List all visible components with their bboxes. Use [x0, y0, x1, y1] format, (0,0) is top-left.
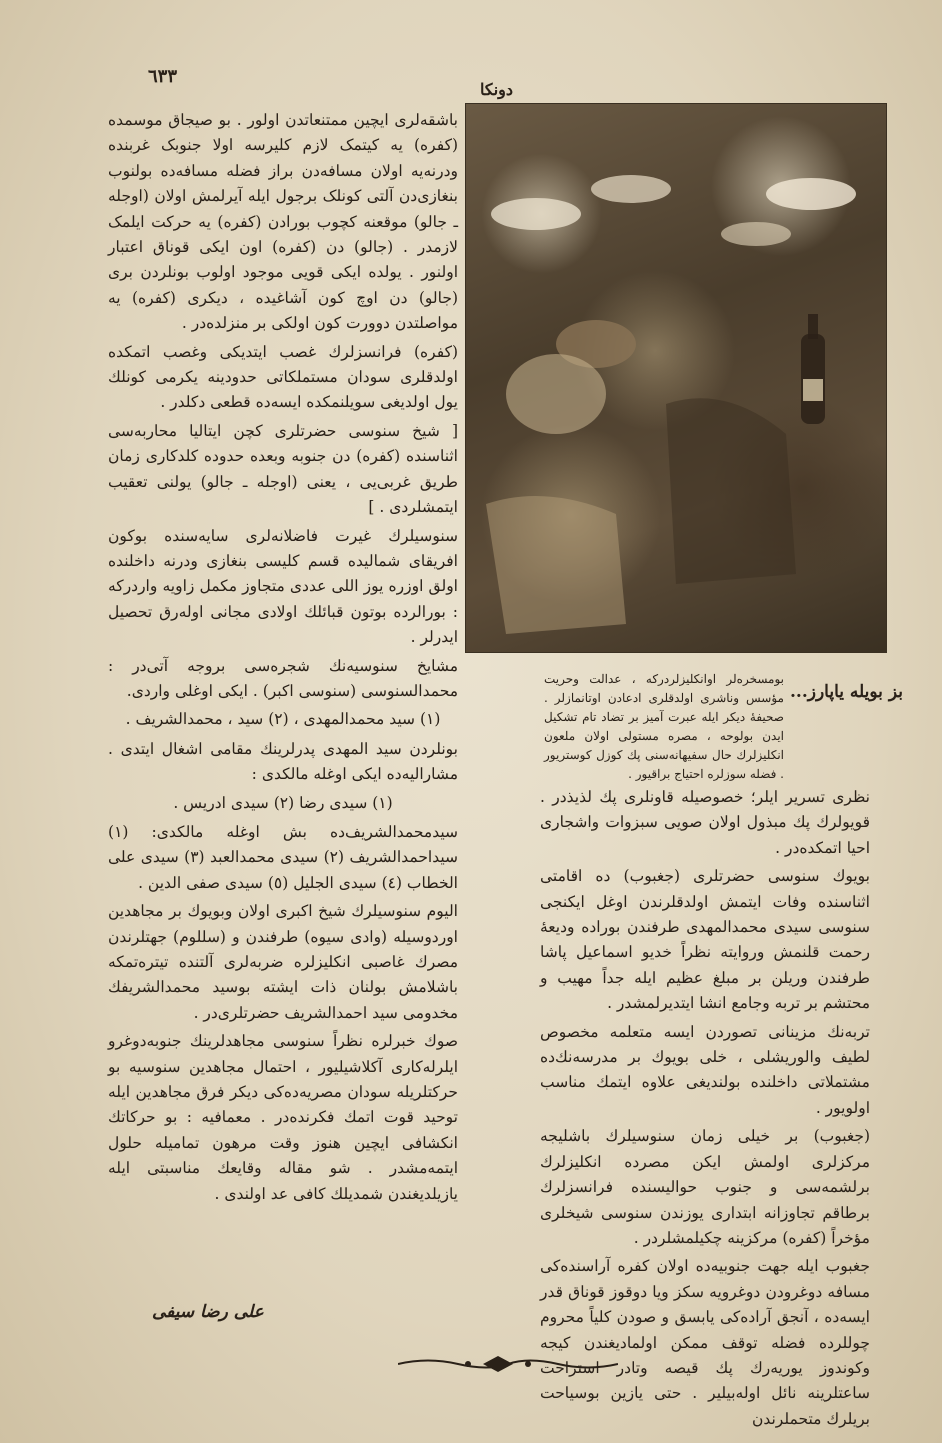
- photo-illustration: [466, 104, 886, 652]
- paragraph: مشایخ سنوسیه‌نك شجره‌سی بروجه آتی‌در : محمدالسنوسی (سنوسی اکبر) . ایکی اوغلی واردی.: [108, 656, 458, 700]
- lineage-line: (١) سیدی رضا (٢) سیدی ادریس .: [173, 793, 393, 812]
- paragraph: باشقه‌لری ایچین ممتنعاتدن اولور . بو صیجاق موسمده (کفره) یه کیتمک لازم کلیرسه اولا جنوبک غربنده ودرنه‌یه اولان مسافه‌دن براز فضله مسافه‌ده بولنوب بنغازی‌دن آلتی کونلک برجول ایله آیرلمش اولان (اوجله ـ جالو) موقعنه کچوب بورادن (کفره) یه حرکت ایلمک لازمدر . (جالو) دن (کفره) اون ایکی قوناق اعتبار اولنور . یولده ایکی قویی موجود اولوب بونلردن بری (جالو) دن اوچ کون آشاغیده ، دیکری (کفره) یه مواصلتدن دوورت کون اولکی بر منزلده‌در .: [108, 111, 458, 333]
- paragraph: جغبوب ایله جهت جنوبیه‌ده اولان کفره آراسنده‌کی مسافه دوغرودن دوغرویه سکز ویا دوقوز قوناق قدر ایسه‌ده ، آنجق آرادەکی یابسق و صودن کلیاً محروم چوللرده فضله توقف ممکن اولمادیغندن کیجه وکوندوز یوریه‌رك پك قیصه وتادر استراحت ساعتلرینه نائل اوله‌بیلیر . حتی یازین بوسیاحت بریلرك متحملرندن: [540, 1257, 870, 1428]
- paragraph: (جغبوب) بر خیلی زمان سنوسیلرك باشلیجه مرکزلری اولمش ایکن مصرده انکلیزلرك برلشمه‌سی و جنوب حوالیسنده فرانسزلرك برطاقم تجاوزانه ابتداری یوزندن سنوسی شیخلری مؤخراً (کفره) مرکزینه چکیلمشلردر .: [540, 1127, 870, 1247]
- caption-title: بز بویله یاپارز...: [790, 682, 903, 702]
- paragraph: بویوك سنوسی حضرتلری (جغبوب) ده اقامتی اثناسنده وفات ایتمش اولدقلرندن اوغل ایکنجی سنوسی سیدی محمدالمهدی طرفندن بوراده ودیعهٔ رحمت قلنمش وروایته نظراً خدیو اسماعیل پاشا طرفندن وریلن بر مبلغ عظیم ایله جداً مهیب و محتشم بر تربه وجامع انشا ایتدیرلمشدر .: [540, 867, 870, 1013]
- caption-text: بومسخره‌لر اوانکلیزلردرکه ، عدالت وحریت مؤسس وناشری اولدقلری ادعادن اوتانمازلر . صحیفهٔ دیکر ایله عبرت آمیز بر تضاد تام تشکیل ایدن بولوحه ، مصره مستولی اولان ملعون انکلیزلرك حال سفیهانه‌سنی پك کوزل کوستریور . فضله سوزلره احتیاج براقیور .: [544, 672, 784, 781]
- right-column: [540, 785, 870, 1435]
- page-number: ٦٣٣: [148, 66, 178, 87]
- paragraph: (کفره) فرانسزلرك غصب ایتدیکی وغصب اتمکده اولدقلری سودان مستملکاتی حدودینه یکرمی کونلك یول اولدیغی سویلنمکده ایسه‌ده قطعی دکلدر .: [108, 342, 458, 412]
- lineage-line: (١) سید محمدالمهدی ، (٢) سید ، محمدالشریف .: [125, 710, 441, 729]
- paragraph: نظری تسریر ایلر؛ خصوصیله قاونلری پك لذیذدر . قویولرك پك مبذول اولان صویی سبزوات واشجاری احیا اتمکده‌در .: [540, 788, 870, 857]
- paragraph: بونلردن سید المهدی پدرلرینك مقامی اشغال ایتدی . مشارالیه‌ده ایکی اوغله مالکدی :: [108, 739, 458, 784]
- author-signature: علی رضا سیفی: [152, 1302, 264, 1322]
- ornament-divider: [398, 1353, 618, 1375]
- photograph: [465, 103, 887, 653]
- paragraph: سیدمحمدالشریف‌ده بش اوغله مالکدی: (١) سیداحمدالشریف (٢) سیدی محمدالعبد (٣) سیدی علی الخطاب (٤) سیدی الجلیل (٥) سیدی صفی الدین .: [108, 822, 459, 892]
- left-column: [108, 108, 458, 1210]
- photo-caption: [544, 670, 784, 784]
- running-head: دونکا: [480, 80, 514, 99]
- paragraph: [ شیخ سنوسی حضرتلری کچن ایتالیا محاربه‌سی اثناسنده (کفره) دن جنوبه وبعده حدوده کلدکاری زمان طریق غربی‌یی ، یعنی (اوجله ـ جالو) یولنی تعقیب ایتمشلردی . ]: [108, 421, 458, 517]
- paragraph: صوك خبرلره نظراً سنوسی مجاهدلرینك جنوبه‌دوغرو ایلرله‌کاری آکلاشیلیور ، احتمال مجاهدین سنوسیه بو حرکتلریله سودان مصریه‌ده‌کی دیکر فرق مجاهدین ایله توحید قوت اتمك فکرنده‌در . معمافیه : بو حرکاتك انکشافی ایچین هنوز وقت مرهون تمامیله حلول ایتمه‌مشدر . شو مقاله وقایعك مناسبتی ایله یازیلدیغندن شمدیلك کافی عد اولندی .: [108, 1032, 458, 1203]
- paragraph: سنوسیلرك غیرت فاضلانه‌لری سایه‌سنده بوکون افریقای شمالیده قسم کلیسی بنغازی ودرنه داخلنده اولق اوزره یوز اللی عددی متجاوز مکمل زاویه واردرکه : بورالرده بوتون قبائلك اولادی مجانی اوله‌رق تحصیل ایدرلر .: [108, 526, 458, 647]
- paragraph: الیوم سنوسیلرك شیخ اکبری اولان وبویوك بر مجاهدین اوردوسیله (وادی سیوه) طرفندن و (سللوم) جهتلرندن مصرك غاصبی انکلیزلره ضربه‌لری آلتنده تیتره‌تمکه باشلامش بولنان ذات ایشته بوسید محمدالشریفك مخدومی سید احمدالشریف حضرتلری‌در .: [108, 902, 458, 1022]
- paragraph: تربه‌نك مزینانی تصوردن ایسه متعلمه مخصوص لطیف والوریشلی ، خلی بویوك بر مدرسه‌نك‌ده مشتملاتی داخلنده بولندیغی علاوه ایتمك مناسب اولویور .: [540, 1022, 870, 1117]
